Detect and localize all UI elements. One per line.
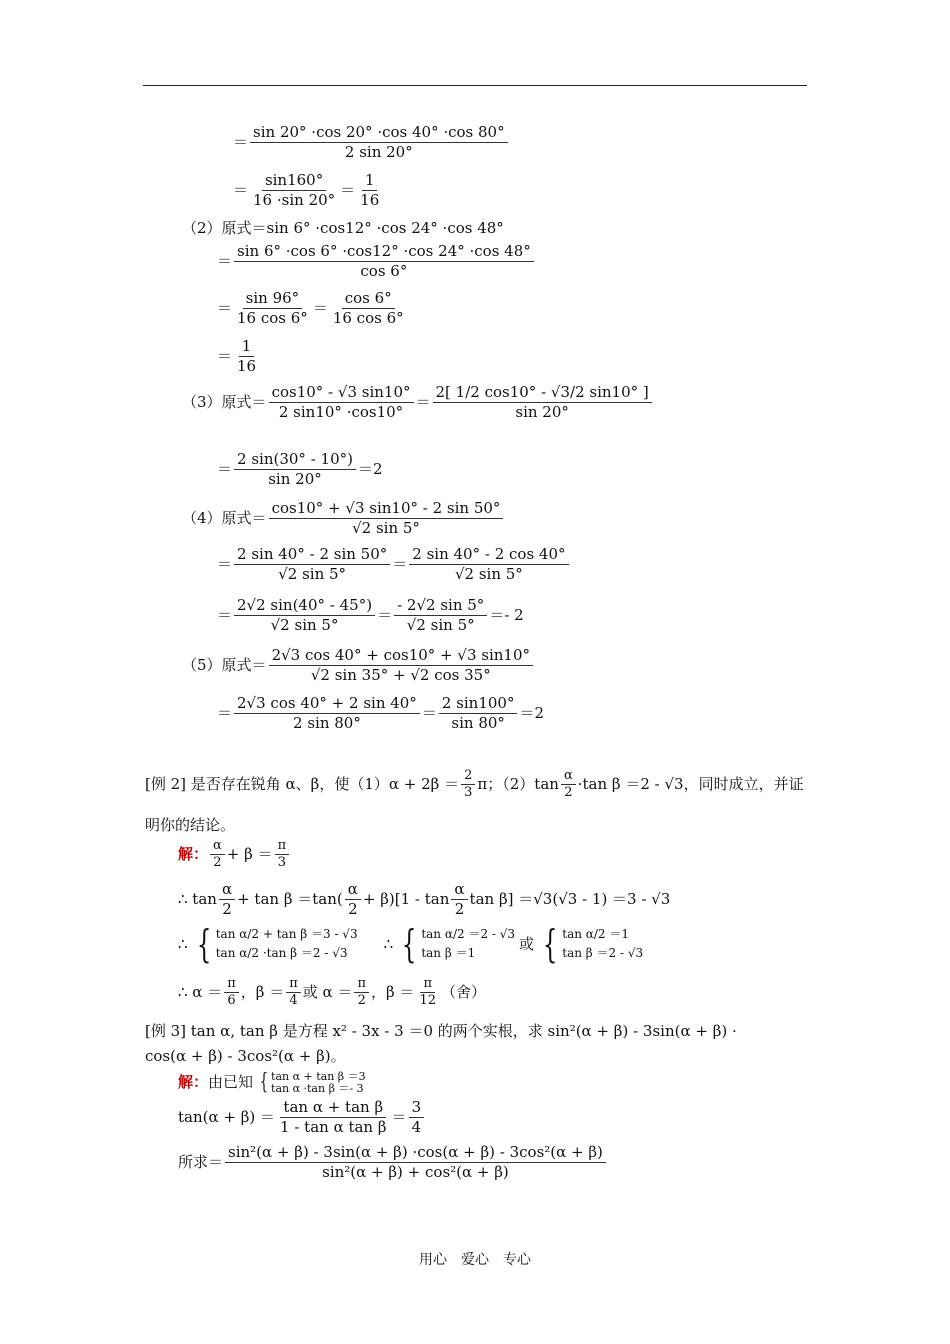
fraction: 2 sin 40° - 2 sin 50° √2 sin 5° bbox=[234, 545, 390, 584]
ex2-solution-line3: ∴ { tan α/2 + tan β ＝3 - √3 tan α/2 ·tan β ＝2 - √3 ∴ { tan α/2 ＝2 - √3 tan β ＝1 或 { tan α/2 ＝1 tan β ＝2 - √3 bbox=[178, 922, 644, 966]
fraction: α 2 bbox=[219, 880, 235, 919]
fraction: sin 20° ·cos 20° ·cos 40° ·cos 80° 2 sin 20° bbox=[250, 123, 508, 162]
header-rule bbox=[143, 85, 807, 86]
fraction: π 12 bbox=[419, 976, 436, 1009]
ex3-question-line2: cos(α + β) - 3cos²(α + β)。 bbox=[145, 1047, 346, 1065]
equation-system: { tan α + tan β ＝3 tan α ·tan β ＝- 3 bbox=[259, 1069, 366, 1095]
footer-text: 用心 爱心 专心 bbox=[419, 1252, 531, 1268]
fraction: 2√2 sin(40° - 45°) √2 sin 5° bbox=[234, 596, 375, 635]
ex3-solution-line3: 所求＝ sin²(α + β) - 3sin(α + β) ·cos(α + β) - 3cos²(α + β) sin²(α + β) + cos²(α + β) bbox=[178, 1143, 608, 1182]
fraction: 1 16 bbox=[360, 171, 380, 209]
ex1-part4-line2: ＝ 2 sin 40° - 2 sin 50° √2 sin 5° ＝ 2 sin 40° - 2 cos 40° √2 sin 5° bbox=[217, 545, 571, 584]
equation-system: { tan α/2 + tan β ＝3 - √3 tan α/2 ·tan β ＝2 - √3 bbox=[196, 922, 358, 966]
equation-system: { tan α/2 ＝2 - √3 tan β ＝1 bbox=[401, 922, 516, 966]
fraction: π 3 bbox=[275, 838, 290, 872]
fraction: π 2 bbox=[354, 976, 369, 1010]
ex1-part3-line2: ＝ 2 sin(30° - 10°) sin 20° ＝2 bbox=[217, 450, 383, 488]
fraction: tan α + tan β 1 - tan α tan β bbox=[280, 1098, 387, 1136]
ex1-part2-line3: ＝ sin 96° 16 cos 6° ＝ cos 6° 16 cos 6° bbox=[217, 289, 409, 328]
fraction: sin 6° ·cos 6° ·cos12° ·cos 24° ·cos 48° cos 6° bbox=[234, 242, 534, 281]
fraction: α 2 bbox=[561, 768, 576, 802]
ex1-part2-line2: ＝ sin 6° ·cos 6° ·cos12° ·cos 24° ·cos 48° cos 6° bbox=[217, 242, 536, 281]
fraction: α 2 bbox=[345, 880, 361, 919]
fraction: 2√3 cos 40° + cos10° + √3 sin10° √2 sin 35° + √2 cos 35° bbox=[269, 646, 533, 685]
fraction: π 6 bbox=[224, 976, 239, 1010]
solution-label: 解： bbox=[178, 1073, 209, 1092]
fraction: 2[ 1/2 cos10° - √3/2 sin10° ] sin 20° bbox=[433, 383, 652, 422]
ex2-solution-line1: 解： α 2 + β ＝ π 3 bbox=[178, 838, 291, 872]
ex2-question-line1: [例 2] 是否存在锐角 α、β，使（1）α + 2β ＝ 2 3 π；（2）tan α 2 ·tan β ＝2 - √3，同时成立，并证 bbox=[145, 768, 804, 801]
ex1-part5-line2: ＝ 2√3 cos 40° + 2 sin 40° 2 sin 80° ＝ 2 sin100° sin 80° ＝2 bbox=[217, 694, 545, 732]
solution-label: 解： bbox=[178, 845, 209, 864]
fraction: sin160° 16 ·sin 20° bbox=[253, 171, 336, 209]
fraction: 2√3 cos 40° + 2 sin 40° 2 sin 80° bbox=[234, 694, 420, 733]
fraction: 2 3 bbox=[461, 768, 475, 802]
fraction: 2 sin(30° - 10°) sin 20° bbox=[234, 450, 356, 489]
ex1-part2-line4: ＝ 1 16 bbox=[217, 337, 261, 376]
ex1-line1 bbox=[233, 123, 510, 162]
ex1-part4-line3: ＝ 2√2 sin(40° - 45°) √2 sin 5° ＝ - 2√2 sin 5° √2 sin 5° ＝- 2 bbox=[217, 596, 524, 634]
fraction: sin 96° 16 cos 6° bbox=[237, 289, 308, 327]
page-footer bbox=[0, 1249, 950, 1269]
equals: ＝ bbox=[233, 132, 249, 151]
fraction: α 2 bbox=[210, 838, 225, 872]
ex3-solution-line2: tan(α + β) ＝ tan α + tan β 1 - tan α tan β ＝ 3 4 bbox=[178, 1098, 426, 1137]
ex1-line2: ＝ sin160° 16 ·sin 20° ＝ 1 16 bbox=[233, 171, 384, 210]
ex2-solution-line2: ∴ tan α 2 + tan β ＝tan( α 2 + β)[1 - tan α 2 tan β] ＝√3(√3 - 1) ＝3 - √3 bbox=[178, 880, 671, 918]
fraction: sin²(α + β) - 3sin(α + β) ·cos(α + β) - 3cos²(α + β) sin²(α + β) + cos²(α + β) bbox=[225, 1143, 606, 1182]
ex1-part5-line1: （5）原式 ＝ 2√3 cos 40° + cos10° + √3 sin10° √2 sin 35° + √2 cos 35° bbox=[182, 646, 535, 685]
fraction: 3 4 bbox=[409, 1098, 425, 1137]
fraction: - 2√2 sin 5° √2 sin 5° bbox=[394, 596, 487, 635]
fraction: cos10° + √3 sin10° - 2 sin 50° √2 sin 5° bbox=[269, 499, 504, 538]
ex3-question-line1: [例 3] tan α, tan β 是方程 x² - 3x - 3 ＝0 的两个实根，求 sin²(α + β) - 3sin(α + β) · bbox=[145, 1022, 737, 1040]
fraction: cos 6° 16 cos 6° bbox=[332, 289, 404, 327]
fraction: 1 16 bbox=[237, 337, 257, 375]
fraction: cos10° - √3 sin10° 2 sin10° ·cos10° bbox=[269, 383, 414, 422]
ex2-question-line2: 明你的结论。 bbox=[145, 816, 236, 834]
fraction: α 2 bbox=[451, 880, 467, 919]
ex2-solution-line4: ∴ α ＝ π 6 ，β ＝ π 4 或 α ＝ π 2 ，β ＝ π 12 （舍） bbox=[178, 976, 486, 1009]
ex1-part4-line1: （4）原式 ＝ cos10° + √3 sin10° - 2 sin 50° √2 sin 5° bbox=[182, 499, 505, 538]
fraction: 2 sin 40° - 2 cos 40° √2 sin 5° bbox=[409, 545, 568, 584]
ex3-solution-line1: 解： 由已知 { tan α + tan β ＝3 tan α ·tan β ＝- 3 bbox=[178, 1069, 366, 1095]
ex1-part3-line1: （3）原式 ＝ cos10° - √3 sin10° 2 sin10° ·cos10° ＝ 2[ 1/2 cos10° - √3/2 sin10° ] sin 20° bbox=[182, 383, 654, 422]
fraction: 2 sin100° sin 80° bbox=[439, 694, 518, 733]
ex1-part2-head: （2）原式＝sin 6° ·cos12° ·cos 24° ·cos 48° bbox=[182, 219, 504, 237]
fraction: π 4 bbox=[286, 976, 301, 1010]
equation-system: { tan α/2 ＝1 tan β ＝2 - √3 bbox=[542, 922, 644, 966]
